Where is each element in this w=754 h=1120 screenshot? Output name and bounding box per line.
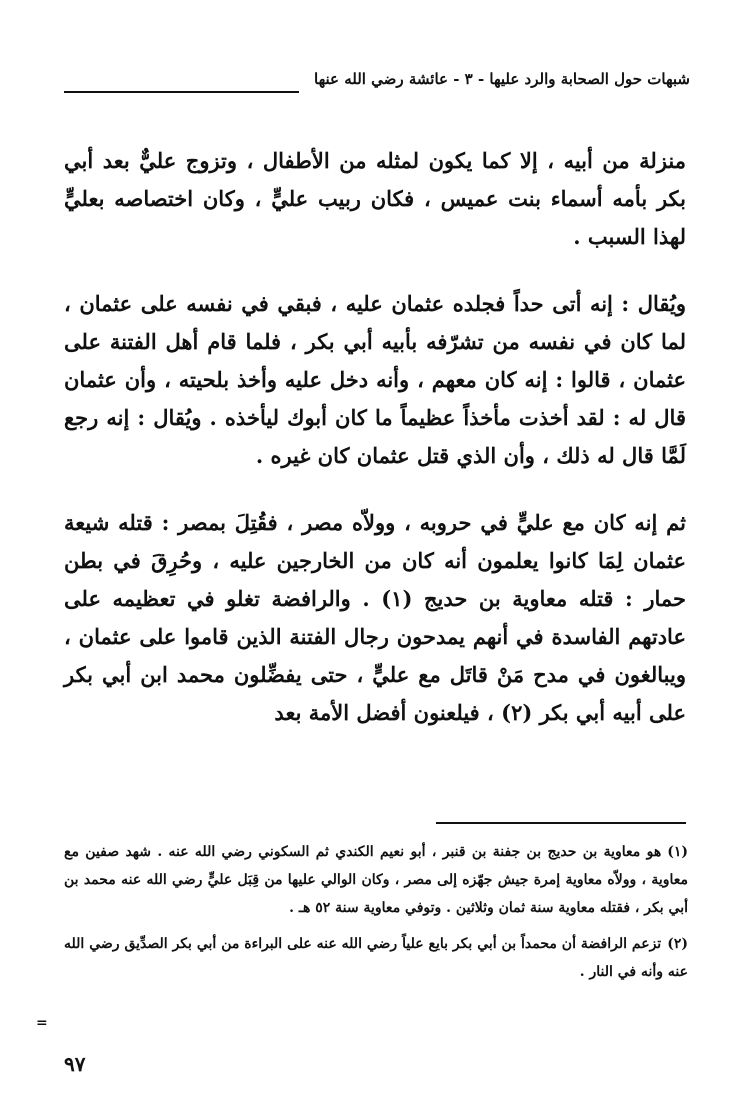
main-text [64,142,686,732]
footnotes [64,838,688,986]
paragraph-1: منزلة من أبيه ، إلا كما يكون لمثله من الأطفال ، وتزوج عليٌّ بعد أبي بكر بأمه أسماء بنت عميس ، فكان ربيب عليٍّ ، وكان اختصاصه بعليٍّ لهذا السبب . [64,148,686,249]
footnote-text: هو معاوية بن حديج بن جفنة بن قنبر ، أبو نعيم الكندي ثم السكوني رضي الله عنه . شهد صفين مع معاوية ، وولاّه معاوية إمرة جيش جهّزه إلى مصر ، وكان الوالي عليها من قِبَل عليٍّ رضي الله عنه محمد بن أبي بكر ، فقتله معاوية سنة ثمان وثلاثين . وتوفي معاوية سنة ٥٢ هـ . [64,844,688,916]
footnote-number: (١) [667,844,688,860]
paragraph-3: ثم إنه كان مع عليٍّ في حروبه ، وولاّه مصر ، فقُتِلَ بمصر : قتله شيعة عثمان لِمَا كانوا يعلمون أنه كان من الخارجين عليه ، وحُرِقَ في بطن حمار : قتله معاوية بن حديج (١) . والرافضة تغلو في تعظيمه على عادتهم الفاسدة في أنهم يمدحون رجال الفتنة الذين قاموا على عثمان ، ويبالغون في مدح مَنْ قاتَل مع عليٍّ ، حتى يفضِّلون محمد ابن أبي بكر على أبيه أبي بكر (٢) ، فيلعنون أفضل الأمة بعد [64,510,686,725]
paragraph-2: ويُقال : إنه أتى حداً فجلده عثمان عليه ، فبقي في نفسه على عثمان ، لما كان في نفسه من تشرّفه بأبيه أبي بكر ، فلما قام أهل الفتنة على عثمان ، قالوا : إنه كان معهم ، وأنه دخل عليه وأخذ بلحيته ، وأن عثمان قال له : لقد أخذت مأخذاً عظيماً ما كان أبوك ليأخذه . ويُقال : إنه رجع لَمَّا قال له ذلك ، وأن الذي قتل عثمان كان غيره . [64,291,686,468]
header-rule [64,91,299,93]
footnote-number: (٢) [667,936,688,952]
footnote-2 [64,930,688,986]
margin-mark: = [36,1015,48,1031]
running-header: شبهات حول الصحابة والرد عليها - ٣ - عائشة رضي الله عنها [314,70,690,88]
footnote-text: تزعم الرافضة أن محمداً بن أبي بكر بايع علياً رضي الله عنه على البراءة من أبي بكر الصدِّيق رضي الله عنه وأنه في النار . [64,936,688,980]
page-number: ٩٧ [64,1052,86,1076]
footnote-1 [64,838,688,922]
footnote-separator [436,822,686,824]
